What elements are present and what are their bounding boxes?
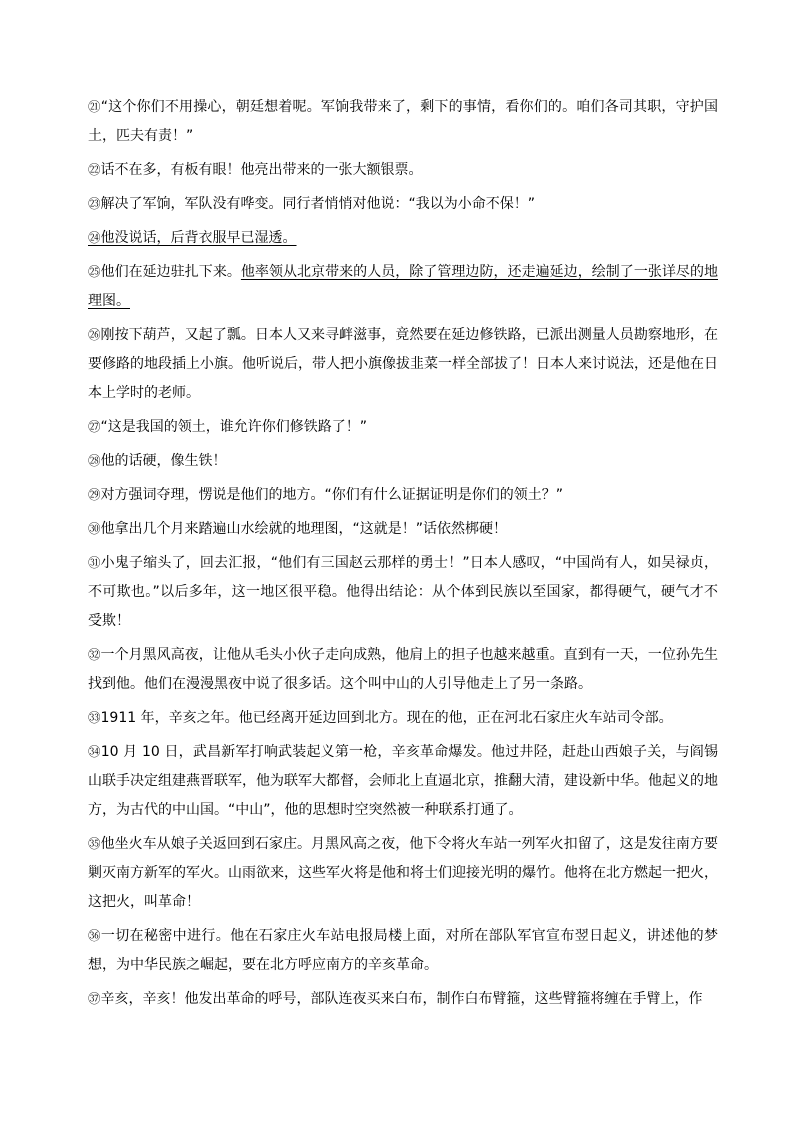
paragraph-text: 辛亥，辛亥！他发出革命的呼号，部队连夜买来白布，制作白布臂箍，这些臂箍将缠在手臂上，作 xyxy=(100,991,703,1007)
paragraph-text: 刚按下葫芦，又起了瓢。日本人又来寻衅滋事，竟然要在延边修铁路，已派出测量人员勘察地形，在要修路的地段插上小旗。他听说后，带人把小旗像拔韭菜一样全部拔了！日本人来讨说法，还是他在日本上学时的老师。 xyxy=(88,327,718,401)
paragraph-number: ㉝ xyxy=(88,710,101,725)
paragraph-37 xyxy=(88,984,718,1014)
paragraph-31 xyxy=(88,548,718,636)
paragraph-27 xyxy=(88,412,718,442)
paragraph-number: ㉕ xyxy=(88,264,101,279)
paragraph-text: “这个你们不用操心，朝廷想着呢。军饷我带来了，剩下的事情，看你们的。咱们各司其职，守护国土，匹夫有责！” xyxy=(88,99,718,144)
paragraph-number: ㉚ xyxy=(88,521,101,536)
paragraph-number: ㊲ xyxy=(88,991,101,1006)
paragraph-text-underlined: 他率领从北京带来的人员，除了管理边防，还走遍延边，绘制了一张详尽的地理图。 xyxy=(88,264,719,309)
paragraph-number: ㉘ xyxy=(88,453,101,468)
paragraph-23 xyxy=(88,189,718,219)
paragraph-number: ㊱ xyxy=(88,928,101,943)
paragraph-text: 一个月黑风高夜，让他从毛头小伙子走向成熟，他肩上的担子也越来越重。直到有一天，一位孙先生找到他。他们在漫漫黑夜中说了很多话。这个叫中山的人引导他走上了另一条路。 xyxy=(88,647,718,692)
paragraph-34 xyxy=(88,737,718,825)
paragraph-text-underlined: 他没说话，后背衣服早已湿透。 xyxy=(100,230,297,246)
paragraph-text: 话不在多，有板有眼！他亮出带来的一张大额银票。 xyxy=(100,162,423,178)
paragraph-number: ㉙ xyxy=(88,487,101,502)
paragraph-text: 小鬼子缩头了，回去汇报，“他们有三国赵云那样的勇士！”日本人感叹，“中国尚有人，如吴禄贞，不可欺也。”以后多年，这一地区很平稳。他得出结论：从个体到民族以至国家，都得硬气，硬气才不受欺！ xyxy=(88,555,718,629)
paragraph-text: 他的话硬，像生铁！ xyxy=(100,453,227,469)
paragraph-number: ㉜ xyxy=(88,647,101,662)
paragraph-21 xyxy=(88,92,718,151)
paragraph-22 xyxy=(88,155,718,185)
paragraph-text: “这是我国的领土，谁允许你们修铁路了！” xyxy=(100,419,368,435)
paragraph-35 xyxy=(88,829,718,917)
paragraph-text: 1911 年，辛亥之年。他已经离开延边回到北方。现在的他，正在河北石家庄火车站司令部。 xyxy=(100,710,673,726)
paragraph-number: ㉓ xyxy=(88,196,101,211)
document-page xyxy=(88,92,718,1018)
paragraph-26 xyxy=(88,320,718,408)
paragraph-number: ㉛ xyxy=(88,555,101,570)
paragraph-28 xyxy=(88,446,718,476)
paragraph-25 xyxy=(88,257,718,316)
paragraph-32 xyxy=(88,640,718,699)
paragraph-24 xyxy=(88,223,718,253)
paragraph-text: 他拿出几个月来踏遍山水绘就的地理图，“这就是！”话依然梆硬！ xyxy=(100,521,508,537)
paragraph-29 xyxy=(88,480,718,510)
paragraph-text: 他坐火车从娘子关返回到石家庄。月黑风高之夜，他下令将火车站一列军火扣留了，这是发往南方要剿灭南方新军的军火。山雨欲来，这些军火将是他和将士们迎接光明的爆竹。他将在北方燃起一把火，这把火，叫革命！ xyxy=(88,836,718,910)
paragraph-number: ㉟ xyxy=(88,836,101,851)
paragraph-30 xyxy=(88,514,718,544)
paragraph-text: 他们在延边驻扎下来。 xyxy=(100,264,241,280)
paragraph-text: 10 月 10 日，武昌新军打响武装起义第一枪，辛亥革命爆发。他过井陉，赶赴山西娘子关，与阎锡山联手决定组建燕晋联军，他为联军大都督，会师北上直逼北京，推翻大清，建设新中华。他起义的地方，为古代的中山国。“中山”，他的思想时空突然被一种联系打通了。 xyxy=(88,744,718,818)
paragraph-number: ㉔ xyxy=(88,230,101,245)
paragraph-number: ㉞ xyxy=(88,744,101,759)
paragraph-number: ㉒ xyxy=(88,162,101,177)
paragraph-text: 解决了军饷，军队没有哗变。同行者悄悄对他说：“我以为小命不保！” xyxy=(100,196,536,212)
paragraph-text: 一切在秘密中进行。他在石家庄火车站电报局楼上面，对所在部队军官宣布翌日起义，讲述他的梦想，为中华民族之崛起，要在北方呼应南方的辛亥革命。 xyxy=(88,928,718,973)
paragraph-text: 对方强词夺理，愣说是他们的地方。“你们有什么证据证明是你们的领土？” xyxy=(100,487,564,503)
paragraph-number: ㉗ xyxy=(88,419,101,434)
paragraph-number: ㉖ xyxy=(88,327,101,342)
paragraph-number: ㉑ xyxy=(88,99,101,114)
paragraph-36 xyxy=(88,921,718,980)
paragraph-33 xyxy=(88,703,718,733)
